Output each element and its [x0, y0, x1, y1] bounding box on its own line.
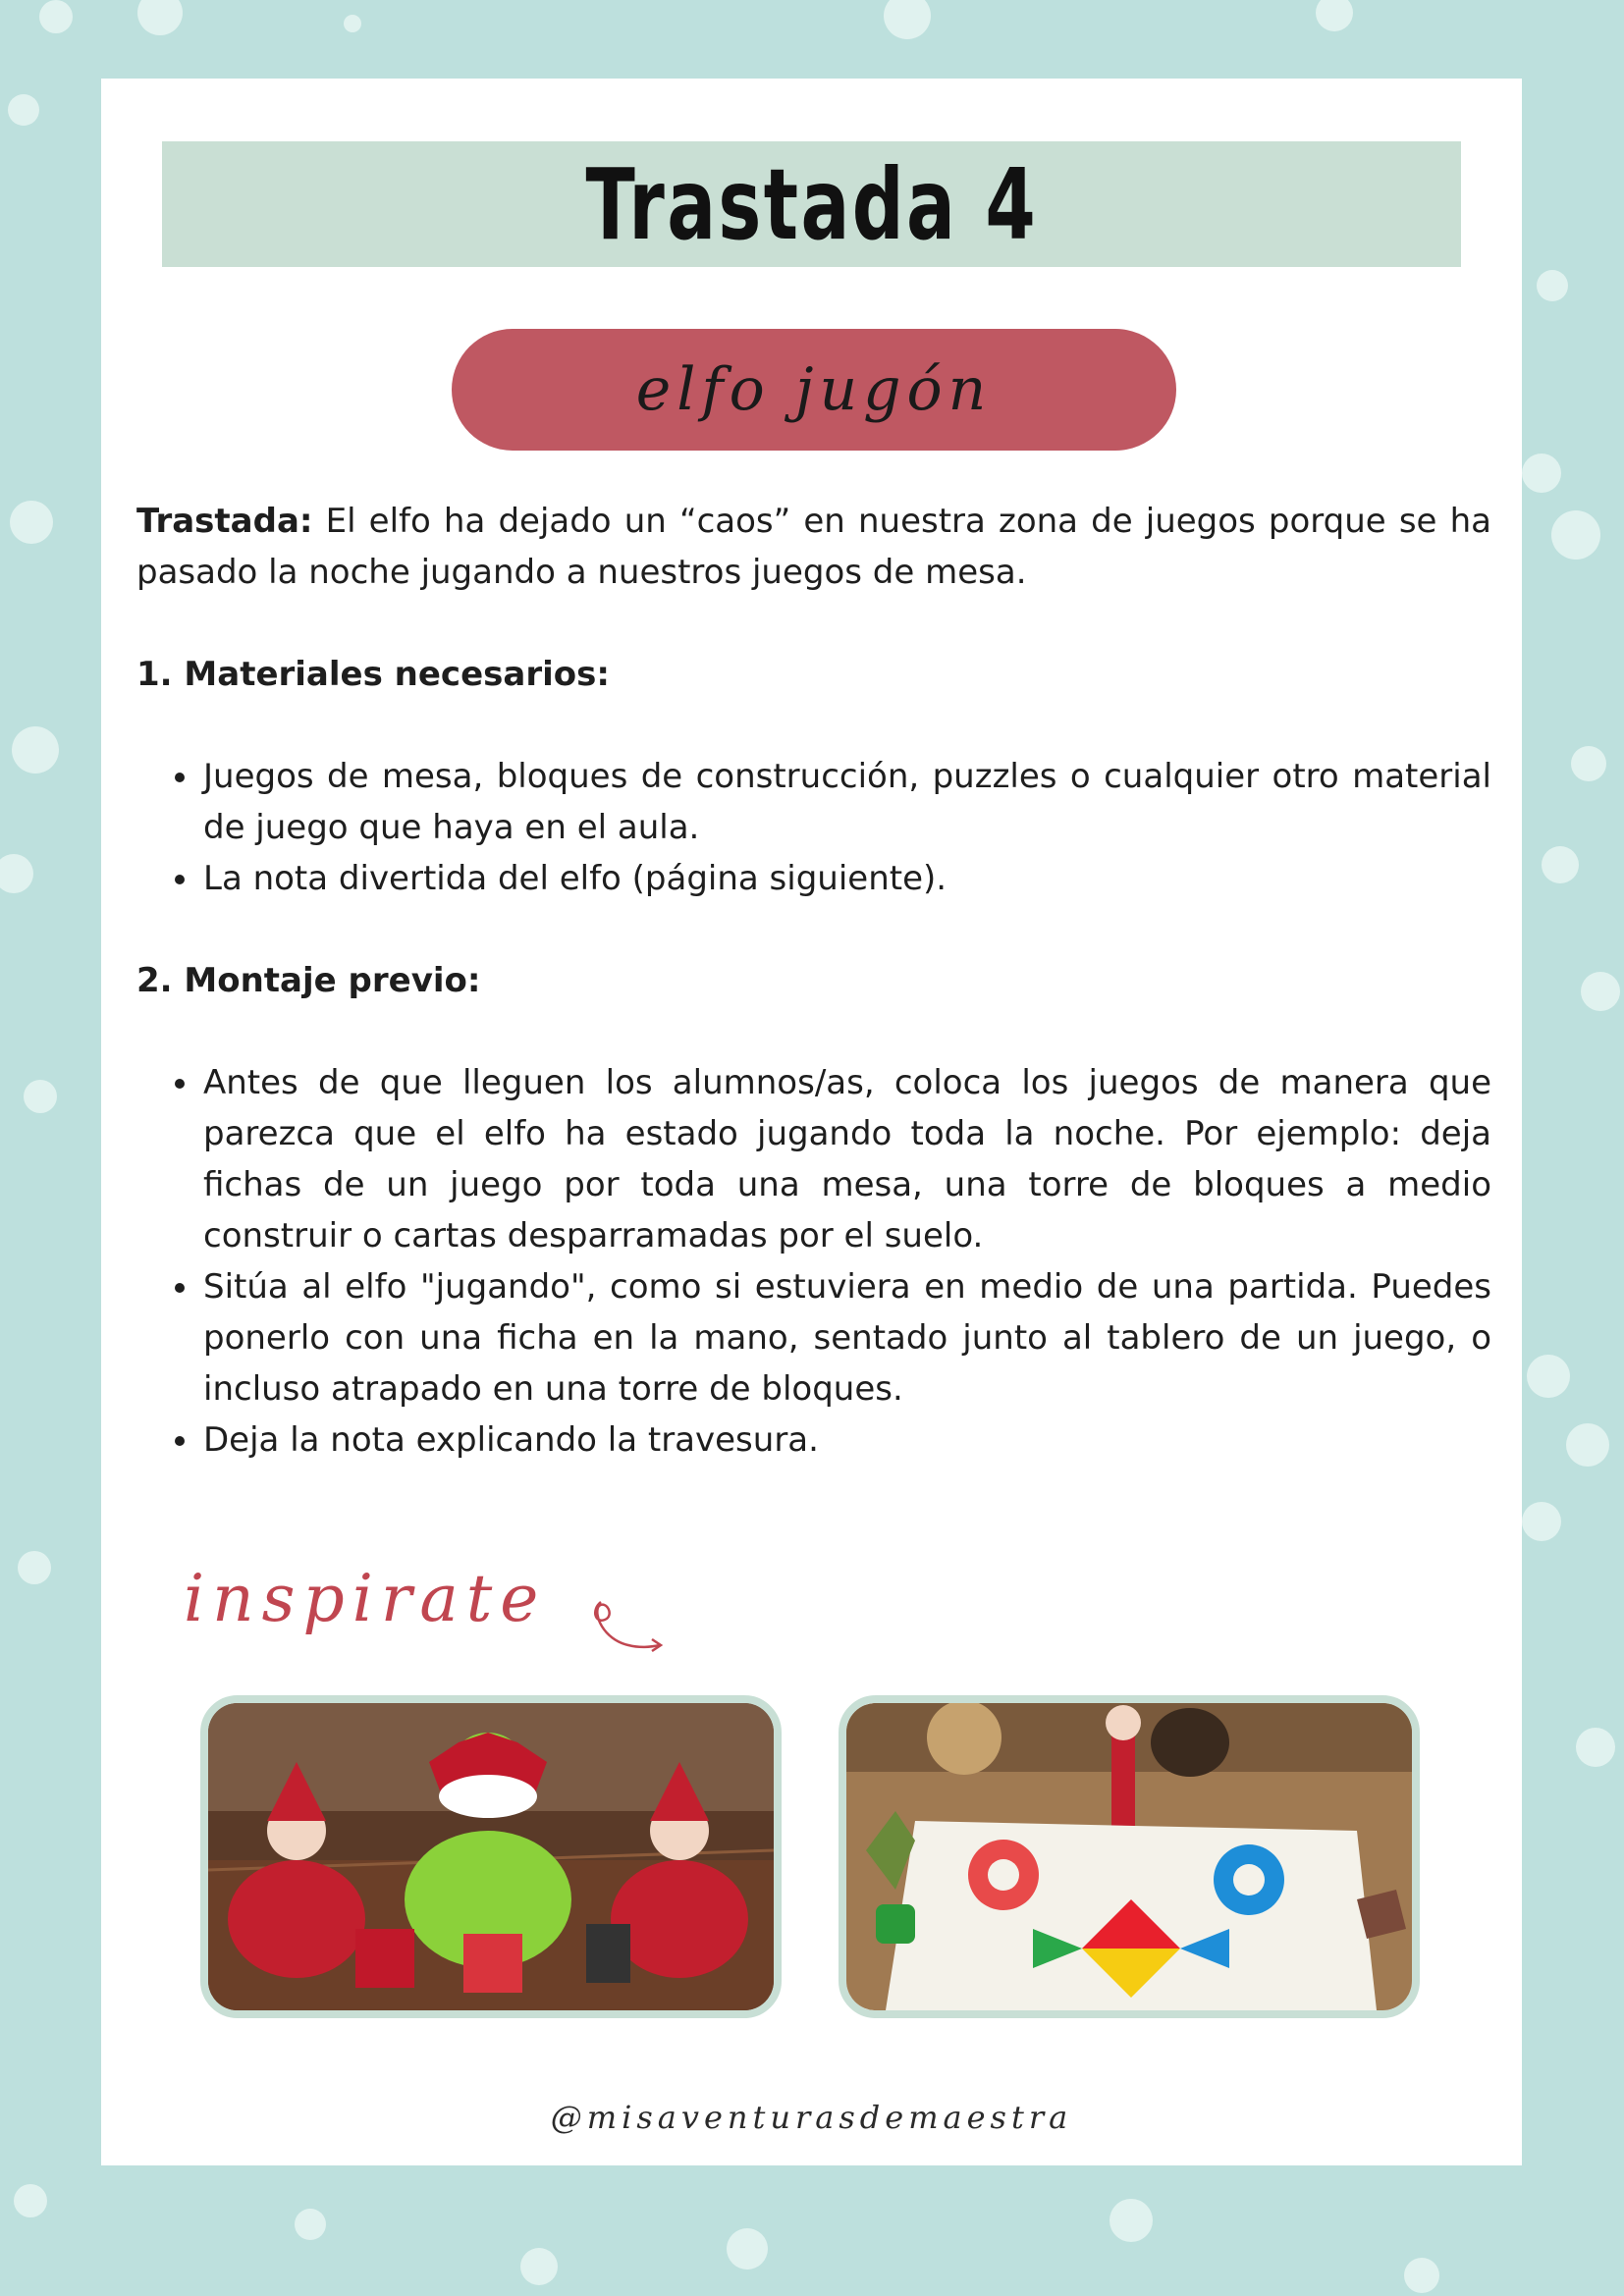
setup-list [136, 1057, 1491, 1466]
elves-playing-uno-photo [200, 1695, 782, 2018]
footer-handle: @misaventurasdemaestra [550, 2099, 1073, 2136]
background-dot [1537, 270, 1568, 301]
intro-paragraph [136, 496, 1491, 598]
background-dot [1542, 846, 1579, 883]
background-dot [12, 726, 59, 774]
background-dot [344, 15, 361, 32]
intro-text: El elfo ha dejado un “caos” en nuestra zona de juegos porque se ha pasado la noche jugando a nuestros juegos de mesa. [136, 502, 1491, 592]
page-title: Trastada 4 [585, 146, 1038, 262]
background-dot [1576, 1728, 1615, 1767]
content-body [136, 496, 1491, 1466]
background-dot [137, 0, 183, 35]
inspiration-label: inspirate [184, 1561, 547, 1636]
title-banner [162, 141, 1461, 267]
list-item: • La nota divertida del elfo (página siguiente). [201, 853, 1491, 904]
list-item: • Juegos de mesa, bloques de construcción, puzzles o cualquier otro material de juego que haya en el aula. [201, 751, 1491, 853]
background-dot [1404, 2258, 1439, 2293]
materials-list [136, 751, 1491, 904]
background-dot [1527, 1355, 1570, 1398]
background-dot [1316, 0, 1353, 31]
list-item: • Antes de que lleguen los alumnos/as, coloca los juegos de manera que parezca que el elfo ha estado jugando toda la noche. Por ejemplo: deja fichas de un juego por toda una mesa, una torre de bloques a medio construir o cartas desparramadas por el suelo. [201, 1057, 1491, 1261]
background-dot [295, 2209, 326, 2240]
background-dot [0, 854, 33, 893]
background-dot [1110, 2199, 1153, 2242]
background-dot [1581, 972, 1620, 1011]
background-dot [10, 501, 53, 544]
subtitle: elfo jugón [635, 355, 993, 424]
background-dot [1551, 510, 1600, 560]
elf-playing-parchis-photo [839, 1695, 1420, 2018]
background-dot [14, 2184, 47, 2217]
background-dot [520, 2248, 558, 2285]
background-dot [18, 1551, 51, 1584]
intro-label: Trastada: [136, 502, 313, 541]
background-dot [1571, 746, 1606, 781]
worksheet-page [101, 79, 1522, 2165]
curly-arrow-icon [589, 1590, 668, 1659]
background-dot [727, 2228, 768, 2269]
background-dot [1522, 454, 1561, 493]
background-dot [1522, 1502, 1561, 1541]
background-dot [39, 0, 73, 33]
materials-heading: 1. Materiales necesarios: [136, 655, 610, 694]
list-item: • Sitúa al elfo "jugando", como si estuviera en medio de una partida. Puedes ponerlo con una ficha en la mano, sentado junto al tablero de un juego, o incluso atrapado en una torre de bloques. [201, 1261, 1491, 1415]
setup-heading: 2. Montaje previo: [136, 961, 481, 1000]
background-dot [24, 1080, 57, 1113]
list-item: • Deja la nota explicando la travesura. [201, 1415, 1491, 1466]
background-dot [1566, 1423, 1609, 1467]
subtitle-pill [452, 329, 1176, 451]
background-dot [884, 0, 931, 39]
background-dot [8, 94, 39, 126]
